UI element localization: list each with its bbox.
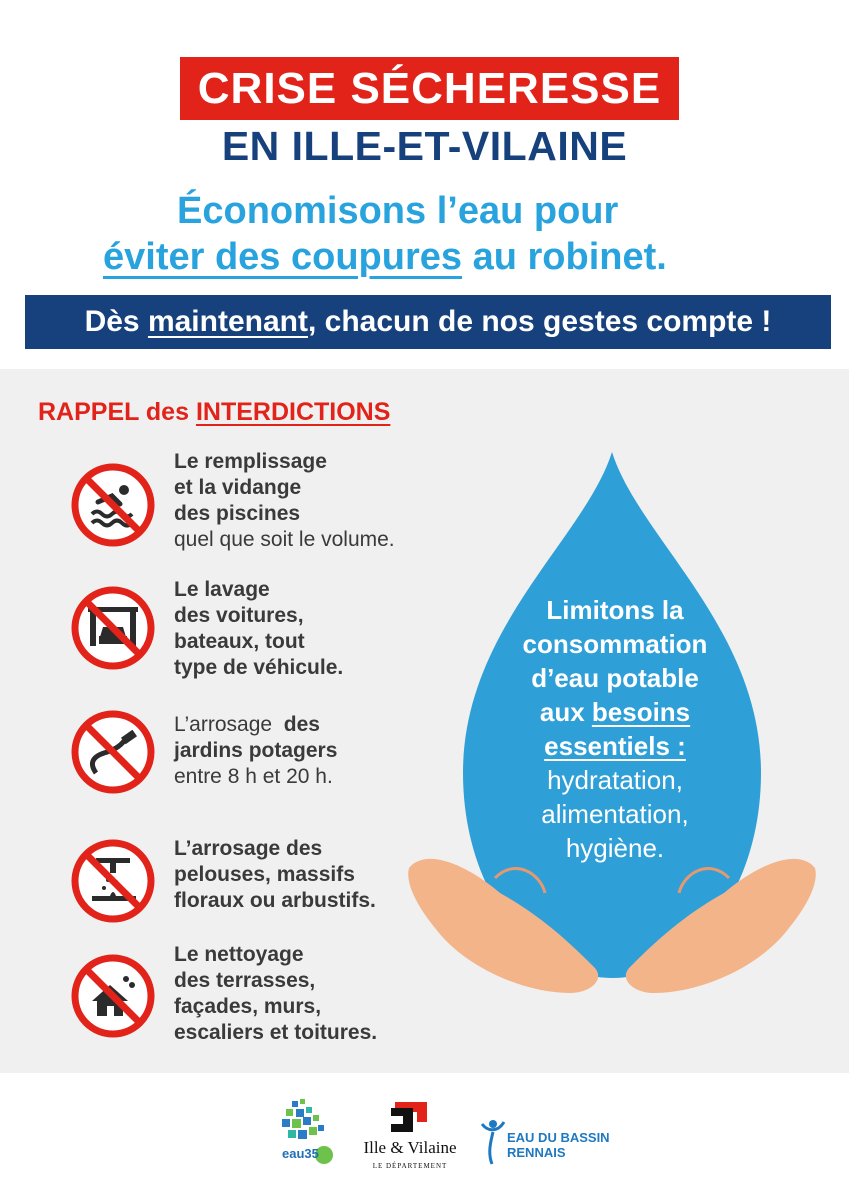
no-house-cleaning-icon	[70, 953, 156, 1039]
drop-line5	[470, 729, 760, 763]
tagline-line2	[103, 236, 667, 279]
rule-cleaning-line2: des terrasses,	[174, 969, 316, 992]
rule-lawn	[174, 836, 376, 914]
rule-vehicle	[174, 577, 343, 681]
ille-vilaine-name: Ille & Vilaine	[363, 1138, 457, 1157]
rule-vehicle-line4: type de véhicule.	[174, 656, 344, 679]
page-subtitle: EN ILLE-ET-VILAINE	[221, 123, 628, 169]
rule-cleaning-line3: façades, murs,	[174, 995, 322, 1018]
drop-line8: hygiène.	[565, 833, 665, 863]
drop-line5-underlined: essentiels :	[544, 731, 686, 761]
rule-pool-line1: Le remplissage	[174, 450, 327, 473]
drop-line1: Limitons la	[546, 595, 684, 625]
rule-cleaning-line4: escaliers et toitures.	[174, 1021, 378, 1044]
tagline-line1: Économisons l’eau pour	[177, 190, 619, 232]
rule-pool	[174, 449, 395, 553]
eau35-logo-text: eau35	[282, 1146, 319, 1161]
reminder-underlined: INTERDICTIONS	[195, 398, 391, 426]
no-car-wash-icon	[70, 585, 156, 671]
rule-cleaning-line1: Le nettoyage	[174, 943, 304, 966]
rule-vehicle-line1: Le lavage	[174, 578, 270, 601]
rule-garden-suffix: des	[277, 713, 320, 736]
ebr-line1: EAU DU BASSIN	[507, 1130, 610, 1145]
no-swimming-pool-icon	[70, 462, 156, 548]
rule-pool-line2: et la vidange	[174, 476, 302, 499]
title-box	[180, 57, 679, 120]
tagline-underlined: éviter des coupures	[103, 236, 463, 278]
reminder-prefix: RAPPEL des	[38, 398, 196, 426]
rule-pool-line4: quel que soit le volume.	[174, 528, 395, 551]
rule-vehicle-line2: des voitures,	[174, 604, 304, 627]
tagline-rest: au robinet.	[462, 236, 667, 278]
drop-line4-prefix: aux	[539, 697, 592, 727]
drop-line6: hydratation,	[547, 765, 683, 795]
eau-du-bassin-rennais-text	[507, 1130, 610, 1160]
ebr-line2: RENNAIS	[507, 1145, 566, 1160]
eau-du-bassin-rennais-icon	[478, 1118, 508, 1166]
banner-underlined: maintenant	[147, 305, 308, 338]
rule-cleaning	[174, 942, 377, 1046]
rule-garden-line3: entre 8 h et 20 h.	[174, 765, 333, 788]
rule-lawn-line1: L’arrosage des	[174, 837, 323, 860]
ille-vilaine-subtitle: LE DÉPARTEMENT	[372, 1162, 448, 1170]
rule-pool-line3: des piscines	[174, 502, 301, 525]
rule-garden-line2: jardins potagers	[174, 739, 338, 762]
banner	[25, 295, 831, 349]
rule-lawn-line2: pelouses, massifs	[174, 863, 355, 886]
rule-garden-prefix: L’arrosage	[174, 713, 278, 736]
reminder-heading	[38, 398, 390, 427]
banner-before: Dès	[84, 305, 148, 338]
drop-message	[470, 593, 760, 865]
drop-line4	[470, 695, 760, 729]
drop-line2: consommation	[522, 629, 708, 659]
rule-lawn-line3: floraux ou arbustifs.	[174, 889, 376, 912]
no-sprinkler-icon	[70, 838, 156, 924]
drop-line4-underlined: besoins	[591, 697, 691, 727]
page-title: CRISE SÉCHERESSE	[197, 63, 662, 113]
no-garden-hose-icon	[70, 709, 156, 795]
drop-line3: d’eau potable	[531, 663, 699, 693]
drop-line7: alimentation,	[541, 799, 689, 829]
rule-vehicle-line3: bateaux, tout	[174, 630, 305, 653]
rule-garden-line1	[174, 712, 337, 738]
rule-garden	[174, 712, 337, 790]
banner-after: , chacun de nos gestes compte !	[307, 305, 772, 338]
